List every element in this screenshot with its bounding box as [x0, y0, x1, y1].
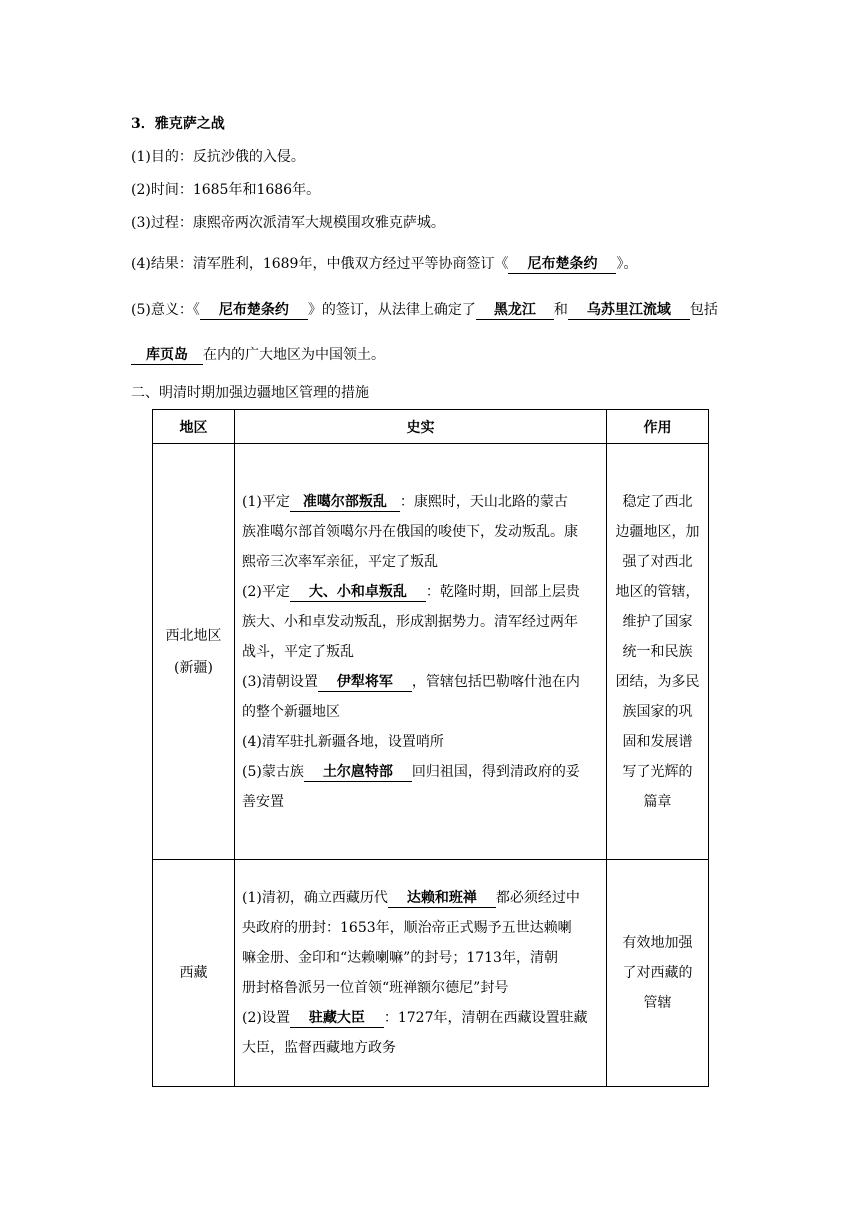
fact-line: 熙帝三次率军亲征，平定了叛乱	[242, 553, 438, 570]
region-name: 西北地区	[165, 627, 222, 644]
answer-fill: 达赖和班禅	[388, 889, 496, 908]
effect-line: 固和发展谱	[622, 733, 693, 750]
answer-fill: 尼布楚条约	[508, 255, 616, 274]
effect-line: 族国家的巩	[622, 703, 693, 720]
answer-fill: 库页岛	[131, 346, 203, 365]
answer-fill: 驻藏大臣	[290, 1009, 384, 1028]
meaning-mid: 》的签订，从法律上确定了	[307, 302, 476, 318]
meaning-mid: 包括	[689, 302, 718, 318]
fact-line: 族大、小和卓发动叛乱，形成割据势力。清军经过两年	[242, 613, 578, 630]
meaning-suffix: 在内的广大地区为中国领土。	[203, 347, 385, 363]
time-line: (2)时间：1685年和1686年。	[131, 182, 321, 198]
result-suffix: 》。	[616, 256, 638, 272]
effect-cell	[607, 860, 709, 1087]
effect-cell	[607, 444, 709, 860]
table-row	[153, 860, 709, 1087]
effect-line: 写了光辉的	[622, 763, 693, 780]
result-line	[131, 253, 637, 274]
header-effect: 作用	[607, 410, 709, 444]
fact-line: (2)平定 大、小和卓叛乱 ：乾隆时期，回部上层贵	[242, 583, 580, 600]
fact-line: (4)清军驻扎新疆各地，设置哨所	[242, 733, 444, 750]
answer-fill: 土尔扈特部	[304, 763, 412, 782]
region-cell	[153, 860, 235, 1087]
fact-line: 的整个新疆地区	[242, 703, 340, 720]
fact-line: 大臣，监督西藏地方政务	[242, 1040, 396, 1056]
fact-line: (5)蒙古族 土尔扈特部 回归祖国，得到清政府的妥	[242, 763, 580, 780]
effect-line: 稳定了西北	[622, 493, 693, 510]
table-header-row	[153, 410, 709, 444]
effect-line: 团结，为多民	[615, 673, 700, 690]
effect-line: 维护了国家	[622, 613, 693, 630]
facts-cell	[235, 444, 607, 860]
result-prefix: (4)结果：清军胜利，1689年，中俄双方经过平等协商签订《	[131, 256, 509, 272]
effect-line: 管辖	[643, 995, 672, 1011]
meaning-line	[131, 299, 718, 320]
region-subname: (新疆)	[174, 659, 213, 676]
effect-line: 强了对西北	[622, 553, 693, 570]
answer-fill: 乌苏里江流域	[568, 301, 690, 320]
table-row	[153, 444, 709, 860]
purpose-line: (1)目的：反抗沙俄的入侵。	[131, 149, 305, 165]
meaning-prefix: (5)意义：《	[131, 302, 200, 318]
header-facts: 史实	[235, 410, 607, 444]
effect-line: 篇章	[643, 793, 672, 810]
answer-fill: 尼布楚条约	[200, 301, 308, 320]
region-cell	[153, 444, 235, 860]
region-name: 西藏	[179, 965, 208, 981]
header-region: 地区	[153, 410, 235, 444]
fact-line: 族准噶尔部首领噶尔丹在俄国的唆使下，发动叛乱。康	[242, 523, 578, 540]
effect-line: 有效地加强	[622, 935, 693, 951]
effect-line: 了对西藏的	[622, 965, 693, 981]
section-title: 3．雅克萨之战	[131, 116, 225, 132]
answer-fill: 准噶尔部叛乱	[290, 493, 400, 512]
meaning-line-2	[131, 344, 385, 365]
section-heading: 二、明清时期加强边疆地区管理的措施	[131, 385, 369, 401]
measures-table	[152, 409, 709, 1087]
fact-line: (1)清初，确立西藏历代 达赖和班禅 都必须经过中	[242, 890, 580, 906]
answer-fill: 黑龙江	[476, 301, 554, 320]
effect-line: 统一和民族	[622, 643, 693, 660]
fact-line: 册封格鲁派另一位首领“班禅额尔德尼”封号	[242, 980, 509, 996]
effect-line: 地区的管辖，	[615, 583, 700, 600]
fact-line: (3)清朝设置 伊犁将军 ，管辖包括巴勒喀什池在内	[242, 673, 580, 690]
answer-fill: 伊犁将军	[318, 673, 412, 692]
fact-line: 央政府的册封：1653年，顺治帝正式赐予五世达赖喇	[242, 920, 572, 936]
fact-line: 善安置	[242, 793, 284, 810]
answer-fill: 大、小和卓叛乱	[290, 583, 426, 602]
meaning-mid: 和	[553, 302, 568, 318]
fact-line: 嘛金册、金印和“达赖喇嘛”的封号；1713年，清朝	[242, 950, 558, 966]
facts-cell	[235, 860, 607, 1087]
effect-line: 边疆地区，加	[615, 523, 700, 540]
fact-line: (2)设置 驻藏大臣 ：1727年，清朝在西藏设置驻藏	[242, 1010, 588, 1026]
process-line: (3)过程：康熙帝两次派清军大规模围攻雅克萨城。	[131, 215, 445, 231]
fact-line: (1)平定 准噶尔部叛乱 ：康熙时，天山北路的蒙古	[242, 493, 568, 510]
fact-line: 战斗，平定了叛乱	[242, 643, 354, 660]
